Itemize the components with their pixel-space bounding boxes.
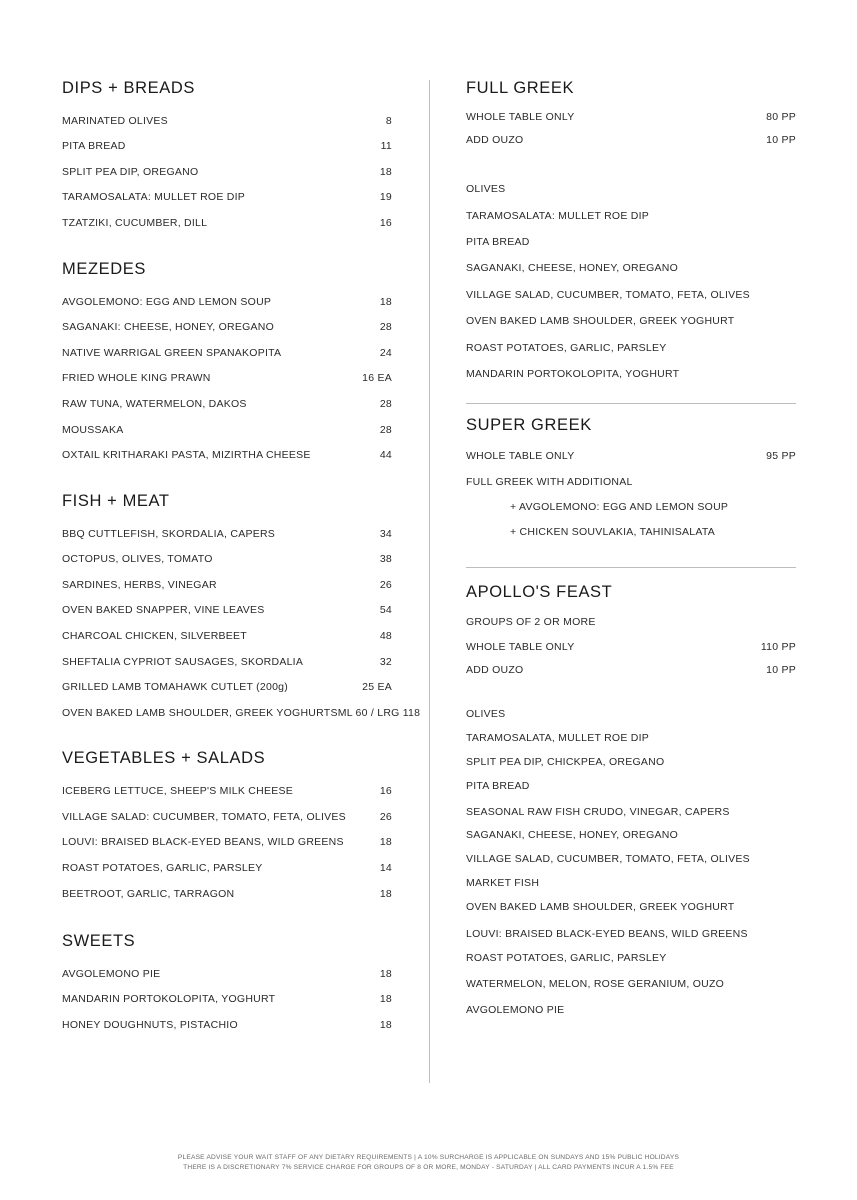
- section-title-mezedes: MEZEDES: [62, 260, 146, 278]
- item-name: SAGANAKI: CHEESE, HONEY, OREGANO: [62, 321, 275, 333]
- section-title-full-greek: FULL GREEK: [466, 79, 575, 97]
- item-name: VILLAGE SALAD: CUCUMBER, TOMATO, FETA, OLIVES: [62, 811, 346, 823]
- item-price: 34: [379, 528, 392, 540]
- section-divider: [466, 567, 796, 568]
- item-name: ROAST POTATOES, GARLIC, PARSLEY: [466, 952, 667, 964]
- item-name: GRILLED LAMB TOMAHAWK CUTLET (200g): [62, 681, 289, 693]
- item-name: MANDARIN PORTOKOLOPITA, YOGHURT: [466, 368, 680, 380]
- addition-text: + AVGOLEMONO: EGG AND LEMON SOUP: [510, 501, 729, 513]
- item-name: SHEFTALIA CYPRIOT SAUSAGES, SKORDALIA: [62, 656, 304, 668]
- item-name: BBQ CUTTLEFISH, SKORDALIA, CAPERS: [62, 528, 276, 540]
- item-name: MARKET FISH: [466, 877, 540, 889]
- item-name: PITA BREAD: [466, 236, 530, 248]
- item-name: PITA BREAD: [466, 780, 530, 792]
- item-price: 54: [379, 604, 392, 616]
- pricing-price: 110 PP: [760, 641, 796, 653]
- menu-item: [62, 189, 392, 205]
- set-menu-item: [466, 1002, 796, 1018]
- item-name: HONEY DOUGHNUTS, PISTACHIO: [62, 1019, 238, 1031]
- item-price: 18: [379, 166, 392, 178]
- pricing-row: [466, 639, 796, 655]
- menu-item: [62, 113, 392, 129]
- item-name: BEETROOT, GARLIC, TARRAGON: [62, 888, 235, 900]
- menu-item: [62, 705, 421, 721]
- pricing-price: 95 PP: [766, 450, 796, 462]
- item-name: TARAMOSALATA: MULLET ROE DIP: [62, 191, 246, 203]
- item-price: 25 EA: [362, 681, 392, 693]
- set-menu-addition: [466, 524, 796, 540]
- menu-item: [62, 991, 392, 1007]
- pricing-label: WHOLE TABLE ONLY: [466, 111, 575, 123]
- item-price: 18: [379, 993, 392, 1005]
- set-menu-item: [466, 976, 796, 992]
- menu-item: [62, 602, 392, 618]
- item-name: SEASONAL RAW FISH CRUDO, VINEGAR, CAPERS: [466, 806, 730, 818]
- menu-item: [62, 319, 392, 335]
- footer-note-line-2: THERE IS A DISCRETIONARY 7% SERVICE CHARGE FOR GROUPS OF 8 OR MORE, MONDAY - SATURDAY | ALL CARD PAYMENTS INCUR A 1.5% FEE: [183, 1164, 674, 1171]
- item-price: 18: [379, 836, 392, 848]
- pricing-row: [466, 448, 796, 464]
- addition-text: + CHICKEN SOUVLAKIA, TAHINISALATA: [510, 526, 715, 538]
- item-name: ROAST POTATOES, GARLIC, PARSLEY: [62, 862, 263, 874]
- menu-item: [62, 654, 392, 670]
- pricing-label: ADD OUZO: [466, 664, 524, 676]
- item-name: AVGOLEMONO PIE: [62, 968, 161, 980]
- menu-item: [62, 215, 392, 231]
- pricing-row: [466, 132, 796, 148]
- pricing-price: 80 PP: [766, 111, 796, 123]
- item-price: 24: [379, 347, 392, 359]
- menu-item: [62, 628, 392, 644]
- item-price: 48: [379, 630, 392, 642]
- intro-text: FULL GREEK WITH ADDITIONAL: [466, 476, 633, 488]
- menu-item: [62, 138, 392, 154]
- set-menu-item: [466, 875, 796, 891]
- item-price: 38: [379, 553, 392, 565]
- item-price: 26: [379, 579, 392, 591]
- set-menu-item: [466, 260, 796, 276]
- menu-item: [62, 345, 392, 361]
- pricing-label: ADD OUZO: [466, 134, 524, 146]
- menu-item: [62, 370, 392, 386]
- set-menu-item: [466, 804, 796, 820]
- item-name: NATIVE WARRIGAL GREEN SPANAKOPITA: [62, 347, 282, 359]
- item-name: CHARCOAL CHICKEN, SILVERBEET: [62, 630, 247, 642]
- set-menu-item: [466, 926, 796, 942]
- item-name: TARAMOSALATA, MULLET ROE DIP: [466, 732, 650, 744]
- pricing-price: 10 PP: [766, 134, 796, 146]
- menu-item: [62, 834, 392, 850]
- set-menu-item: [466, 730, 796, 746]
- menu-item: [62, 886, 392, 902]
- menu-item: [62, 526, 392, 542]
- section-title-fish-meat: FISH + MEAT: [62, 492, 170, 510]
- item-price: 32: [379, 656, 392, 668]
- menu-item: [62, 294, 392, 310]
- item-price: 11: [380, 140, 392, 152]
- pricing-price: 10 PP: [766, 664, 796, 676]
- item-price: 14: [379, 862, 392, 874]
- item-price: 18: [379, 888, 392, 900]
- menu-item: [62, 551, 392, 567]
- pricing-label: WHOLE TABLE ONLY: [466, 450, 575, 462]
- menu-item: [62, 809, 392, 825]
- set-menu-item: [466, 234, 796, 250]
- set-menu-intro: [466, 474, 796, 490]
- note-text: GROUPS OF 2 OR MORE: [466, 616, 596, 628]
- item-name: AVGOLEMONO PIE: [466, 1004, 565, 1016]
- item-name: FRIED WHOLE KING PRAWN: [62, 372, 211, 384]
- item-name: ROAST POTATOES, GARLIC, PARSLEY: [466, 342, 667, 354]
- item-price: 26: [379, 811, 392, 823]
- set-menu-addition: [466, 499, 796, 515]
- set-menu-item: [466, 340, 796, 356]
- item-name: WATERMELON, MELON, ROSE GERANIUM, OUZO: [466, 978, 725, 990]
- item-name: ICEBERG LETTUCE, SHEEP'S MILK CHEESE: [62, 785, 293, 797]
- item-name: VILLAGE SALAD, CUCUMBER, TOMATO, FETA, OLIVES: [466, 289, 750, 301]
- item-name: VILLAGE SALAD, CUCUMBER, TOMATO, FETA, OLIVES: [466, 853, 750, 865]
- item-name: TZATZIKI, CUCUMBER, DILL: [62, 217, 208, 229]
- item-name: MANDARIN PORTOKOLOPITA, YOGHURT: [62, 993, 276, 1005]
- set-menu-item: [466, 950, 796, 966]
- item-price: 18: [379, 296, 392, 308]
- item-name: OVEN BAKED LAMB SHOULDER, GREEK YOGHURT: [62, 707, 331, 719]
- group-note: [466, 614, 796, 630]
- menu-item: [62, 860, 392, 876]
- item-name: SPLIT PEA DIP, CHICKPEA, OREGANO: [466, 756, 665, 768]
- set-menu-item: [466, 208, 796, 224]
- set-menu-item: [466, 827, 796, 843]
- item-price: 19: [379, 191, 392, 203]
- item-price: SML 60 / LRG 118: [330, 707, 421, 719]
- item-price: 18: [379, 968, 392, 980]
- set-menu-item: [466, 313, 796, 329]
- set-menu-item: [466, 754, 796, 770]
- item-price: 44: [379, 449, 392, 461]
- item-name: LOUVI: BRAISED BLACK-EYED BEANS, WILD GREENS: [62, 836, 344, 848]
- menu-item: [62, 447, 392, 463]
- section-title-vegetables-salads: VEGETABLES + SALADS: [62, 749, 266, 767]
- menu-item: [62, 396, 392, 412]
- menu-item: [62, 679, 392, 695]
- menu-item: [62, 966, 392, 982]
- set-menu-item: [466, 287, 796, 303]
- item-price: 18: [379, 1019, 392, 1031]
- item-price: 16: [379, 785, 392, 797]
- item-name: OVEN BAKED SNAPPER, VINE LEAVES: [62, 604, 265, 616]
- item-name: SARDINES, HERBS, VINEGAR: [62, 579, 217, 591]
- item-name: OLIVES: [466, 183, 506, 195]
- set-menu-item: [466, 366, 796, 382]
- set-menu-item: [466, 778, 796, 794]
- item-name: OCTOPUS, OLIVES, TOMATO: [62, 553, 213, 565]
- item-price: 16: [379, 217, 392, 229]
- item-price: 28: [379, 398, 392, 410]
- item-name: OLIVES: [466, 708, 506, 720]
- pricing-row: [466, 109, 796, 125]
- item-price: 8: [385, 115, 392, 127]
- section-divider: [466, 403, 796, 404]
- item-price: 16 EA: [362, 372, 392, 384]
- section-title-super-greek: SUPER GREEK: [466, 416, 592, 434]
- menu-item: [62, 164, 392, 180]
- set-menu-item: [466, 706, 796, 722]
- item-price: 28: [379, 424, 392, 436]
- item-name: SAGANAKI, CHEESE, HONEY, OREGANO: [466, 829, 679, 841]
- set-menu-item: [466, 181, 796, 197]
- section-title-sweets: SWEETS: [62, 932, 136, 950]
- pricing-label: WHOLE TABLE ONLY: [466, 641, 575, 653]
- menu-item: [62, 422, 392, 438]
- item-name: SPLIT PEA DIP, OREGANO: [62, 166, 199, 178]
- item-name: SAGANAKI, CHEESE, HONEY, OREGANO: [466, 262, 679, 274]
- set-menu-item: [466, 851, 796, 867]
- item-name: AVGOLEMONO: EGG AND LEMON SOUP: [62, 296, 272, 308]
- item-name: OXTAIL KRITHARAKI PASTA, MIZIRTHA CHEESE: [62, 449, 311, 461]
- column-divider: [429, 80, 430, 1083]
- item-price: 28: [379, 321, 392, 333]
- menu-item: [62, 577, 392, 593]
- set-menu-item: [466, 899, 796, 915]
- section-title-apollos-feast: APOLLO'S FEAST: [466, 583, 613, 601]
- pricing-row: [466, 662, 796, 678]
- item-name: OVEN BAKED LAMB SHOULDER, GREEK YOGHURT: [466, 901, 735, 913]
- menu-item: [62, 1017, 392, 1033]
- item-name: PITA BREAD: [62, 140, 126, 152]
- item-name: MOUSSAKA: [62, 424, 124, 436]
- item-name: OVEN BAKED LAMB SHOULDER, GREEK YOGHURT: [466, 315, 735, 327]
- item-name: TARAMOSALATA: MULLET ROE DIP: [466, 210, 650, 222]
- item-name: RAW TUNA, WATERMELON, DAKOS: [62, 398, 247, 410]
- section-title-dips-breads: DIPS + BREADS: [62, 79, 195, 97]
- footer-note-line-1: PLEASE ADVISE YOUR WAIT STAFF OF ANY DIETARY REQUIREMENTS | A 10% SURCHARGE IS APPLICABLE ON SUNDAYS AND 15% PUBLIC HOLIDAYS: [177, 1154, 680, 1161]
- item-name: LOUVI: BRAISED BLACK-EYED BEANS, WILD GREENS: [466, 928, 748, 940]
- item-name: MARINATED OLIVES: [62, 115, 168, 127]
- menu-item: [62, 783, 392, 799]
